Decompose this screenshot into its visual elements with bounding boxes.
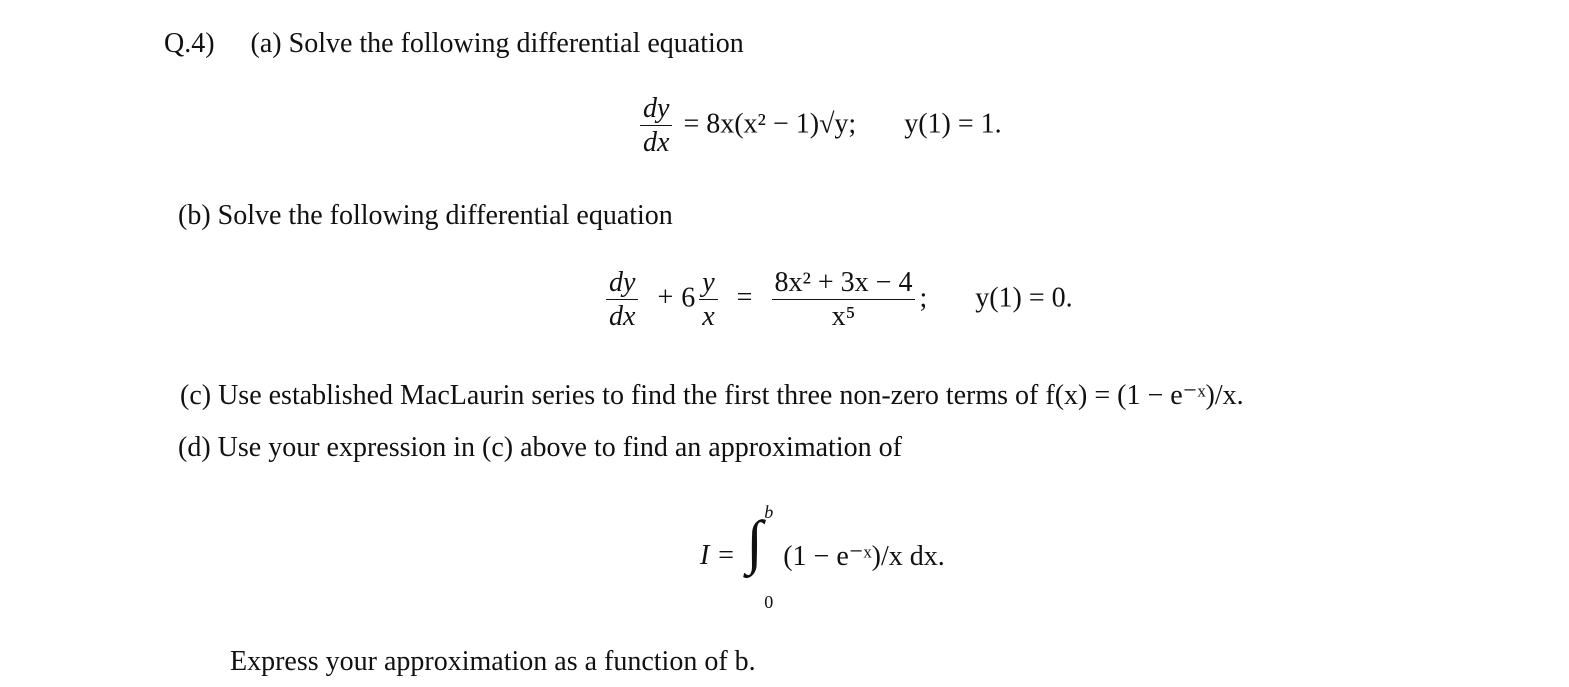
- part-c-line: [180, 378, 1244, 412]
- part-d-label: (d): [178, 432, 211, 463]
- part-b-label: (b): [178, 200, 211, 231]
- integral-lhs: I =: [700, 540, 736, 571]
- integral-expression: [700, 502, 945, 616]
- equation-a-condition: y(1) = 1.: [904, 108, 1002, 140]
- question-number: Q.4): [164, 28, 215, 59]
- equation-a-rhs: = 8x(x² − 1)√y;: [683, 108, 857, 140]
- integral-integrand: (1 − e⁻ˣ)/x dx.: [783, 541, 945, 572]
- part-d-line: [178, 432, 902, 464]
- part-c-label: (c): [180, 380, 212, 411]
- part-d-closing: Express your approximation as a function of b.: [230, 646, 756, 677]
- equation-a: [636, 94, 1002, 158]
- equation-a-derivative: $\frac{dy}{dx}$: [640, 94, 672, 158]
- equation-b-ratio: $\frac{y}{x}$: [699, 268, 717, 332]
- equation-b-condition: y(1) = 0.: [975, 282, 1073, 314]
- integral-lower-limit: 0: [764, 592, 774, 612]
- part-a-label: (a): [250, 28, 282, 59]
- part-b-line: [178, 200, 673, 232]
- part-a-text: Solve the following differential equation: [288, 28, 744, 59]
- part-d-text: Use your expression in (c) above to find an approximation of: [217, 432, 902, 463]
- part-c-text: Use established MacLaurin series to find the first three non-zero terms of f(x) = (1 − e⁻ˣ)/x.: [218, 380, 1244, 411]
- equation-b-rhs: $\frac{\text{8x² + 3x − 4}}{\text{x⁵}}$: [771, 268, 915, 332]
- equation-b: $\frac{dy}{dx}$ + 6 $\frac{y}{x}$ = $\frac{\text{8x² + 3x − 4}}{\text{x⁵}}$ ; y(1) = 0.: [602, 268, 1073, 332]
- equation-b-derivative: $\frac{dy}{dx}$: [606, 268, 638, 332]
- question-header: [164, 28, 744, 60]
- integral-sign: ∫ b 0: [746, 502, 774, 612]
- integral-upper-limit: b: [764, 502, 774, 522]
- part-b-text: Solve the following differential equation: [217, 200, 673, 231]
